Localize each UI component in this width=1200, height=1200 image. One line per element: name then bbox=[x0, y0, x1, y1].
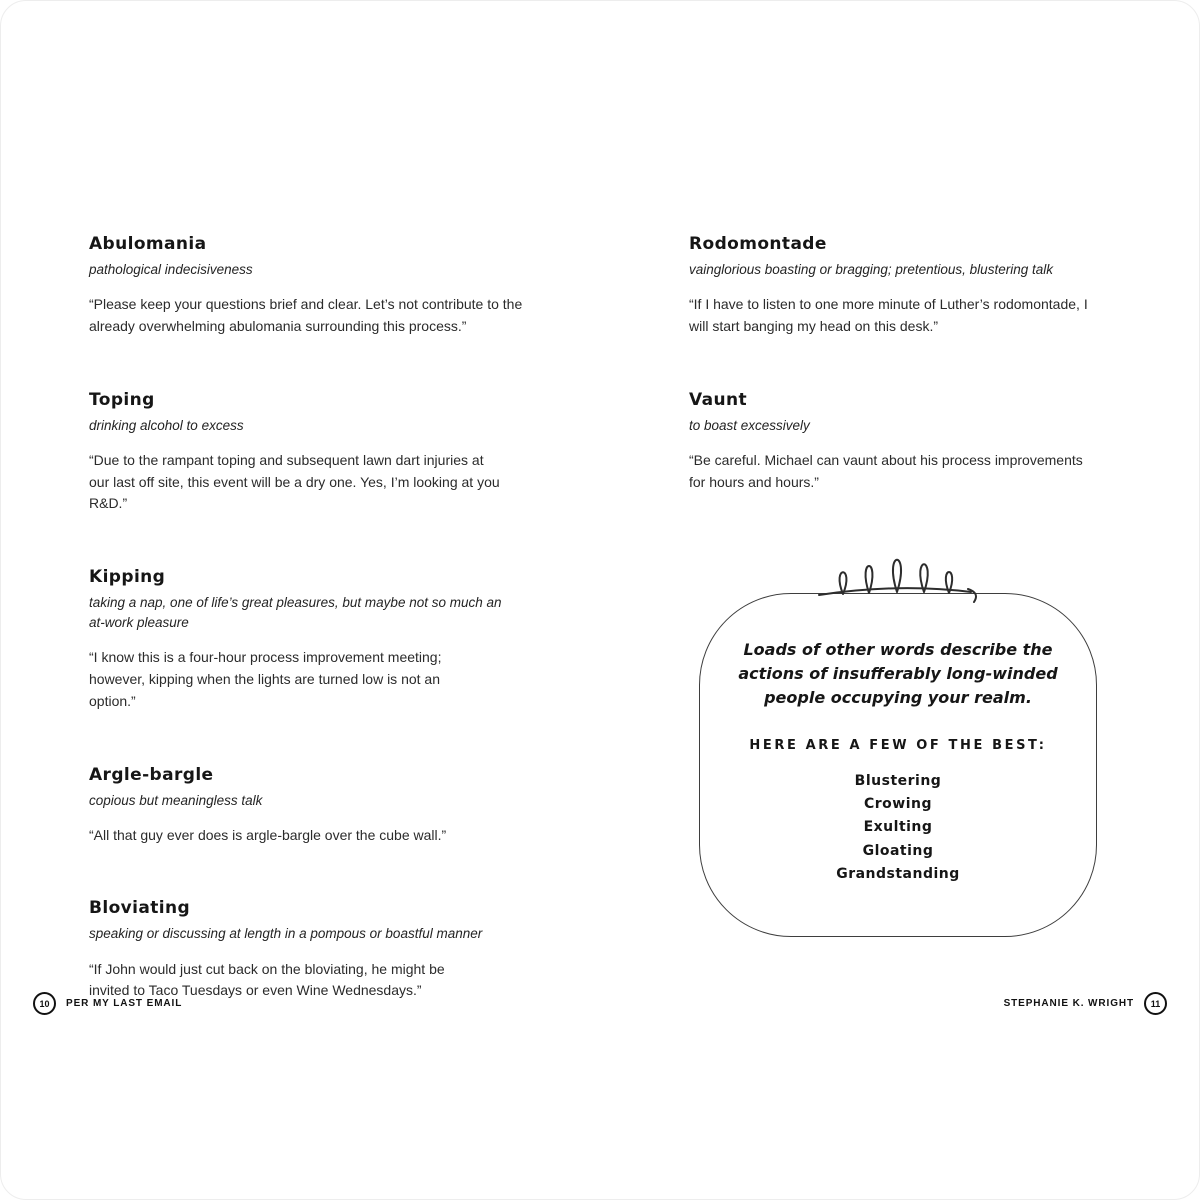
callout-word: Exulting bbox=[863, 819, 933, 836]
entry-quote: “If I have to listen to one more minute of Luther’s rodomontade, I will start banging my head on this desk.” bbox=[689, 296, 1088, 334]
entry-definition: to boast excessively bbox=[689, 417, 810, 433]
entry-abulomania bbox=[89, 234, 531, 338]
entry-word: Argle-bargle bbox=[89, 764, 214, 785]
callout-intro: Loads of other words describe the actions of insufferably long-winded people occupying your realm. bbox=[738, 640, 1058, 708]
entry-kipping bbox=[89, 567, 531, 713]
book-title: PER MY LAST EMAIL bbox=[66, 998, 183, 1009]
entry-argle-bargle bbox=[89, 765, 531, 847]
entry-word: Rodomontade bbox=[689, 234, 827, 254]
left-page-column bbox=[89, 234, 531, 1054]
callout-word: Grandstanding bbox=[836, 865, 960, 882]
callout-box bbox=[699, 593, 1097, 936]
entry-toping bbox=[89, 390, 531, 515]
entry-definition: speaking or discussing at length in a pompous or boastful manner bbox=[89, 926, 483, 942]
entry-quote: “If John would just cut back on the bloviating, he might be invited to Taco Tuesdays or even Wine Wednesdays.” bbox=[89, 960, 445, 999]
page-number-badge-right: 11 bbox=[1144, 992, 1167, 1015]
entry-definition: taking a nap, one of life’s great pleasures, but maybe not so much an at-work pleasure bbox=[89, 594, 502, 631]
entry-word: Vaunt bbox=[689, 389, 748, 410]
callout-word: Gloating bbox=[862, 842, 934, 859]
page-number-badge-left: 10 bbox=[33, 992, 56, 1015]
callout-word: Crowing bbox=[863, 796, 933, 813]
curly-flourish-icon bbox=[813, 545, 983, 603]
entry-definition: pathological indecisiveness bbox=[89, 262, 253, 277]
footer-right bbox=[1004, 992, 1167, 1015]
right-page-column bbox=[689, 234, 1129, 937]
entry-rodomontade bbox=[689, 234, 1129, 338]
entry-quote: “Be careful. Michael can vaunt about his process improvements for hours and hours.” bbox=[689, 451, 1083, 490]
entry-quote: “Please keep your questions brief and clear. Let’s not contribute to the already overwhelming abulomania surrounding this process.” bbox=[89, 296, 523, 334]
author-name: STEPHANIE K. WRIGHT bbox=[1003, 998, 1134, 1009]
entry-definition: drinking alcohol to excess bbox=[89, 417, 244, 433]
entry-word: Kipping bbox=[89, 566, 166, 587]
footer-left bbox=[33, 992, 182, 1015]
entry-quote: “All that guy ever does is argle-bargle over the cube wall.” bbox=[89, 826, 447, 843]
entry-word: Abulomania bbox=[89, 234, 207, 254]
entry-quote: “Due to the rampant toping and subsequent lawn dart injuries at our last off site, this event will be a dry one. Yes, I’m looking at you R&D.” bbox=[89, 451, 500, 512]
entry-definition: vainglorious boasting or bragging; pretentious, blustering talk bbox=[689, 262, 1053, 277]
entry-vaunt bbox=[689, 390, 1129, 494]
callout bbox=[699, 545, 1097, 936]
callout-heading: HERE ARE A FEW OF THE BEST: bbox=[749, 738, 1047, 754]
entry-quote: “I know this is a four-hour process improvement meeting; however, kipping when the lights are turned low is not an option.” bbox=[89, 649, 442, 709]
entry-bloviating bbox=[89, 898, 531, 1002]
callout-word-list bbox=[726, 770, 1070, 885]
callout-word: Blustering bbox=[854, 773, 942, 790]
entry-word: Toping bbox=[89, 389, 155, 410]
entry-definition: copious but meaningless talk bbox=[89, 792, 263, 808]
entry-word: Bloviating bbox=[89, 898, 191, 919]
